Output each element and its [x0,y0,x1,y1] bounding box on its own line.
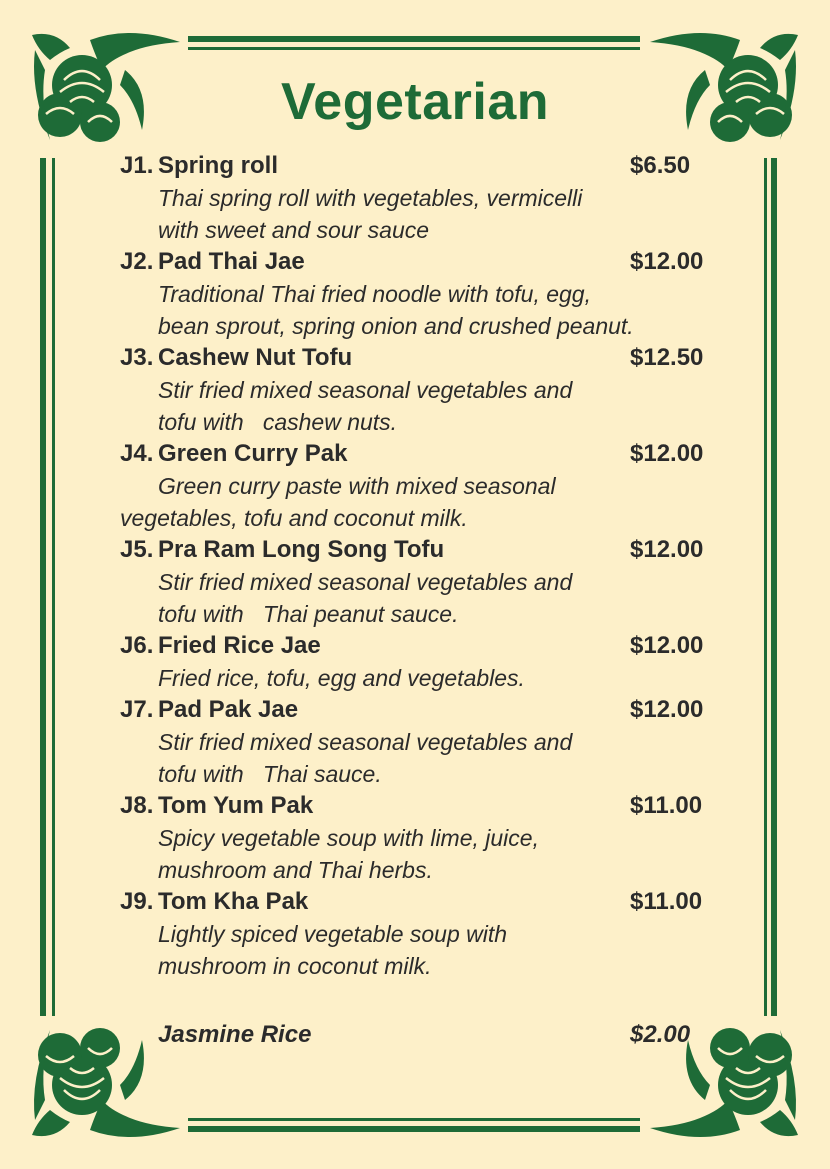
item-description: Stir fried mixed seasonal vegetables and [158,377,573,403]
right-border-line [771,158,777,1016]
item-price: $12.00 [630,440,704,467]
item-description: Fried rice, tofu, egg and vegetables. [158,665,525,691]
item-description: vegetables, tofu and coconut milk. [120,505,468,531]
item-price: $12.00 [630,696,704,723]
item-description: Thai spring roll with vegetables, vermicelli [158,185,583,211]
left-border-line-inner [52,158,55,1016]
item-name: Pad Pak Jae [158,696,299,723]
menu-item [120,150,720,246]
item-description: Stir fried mixed seasonal vegetables and [158,569,573,595]
item-code: J9. [120,888,154,915]
item-price: $12.50 [630,344,704,371]
item-name: Pad Thai Jae [158,248,305,275]
bottom-border-line [188,1126,640,1132]
item-description: tofu with cashew nuts. [158,409,398,435]
item-price: $12.00 [630,536,704,563]
item-price: $12.00 [630,248,704,275]
extra-item-name: Jasmine Rice [158,1021,312,1048]
item-price: $6.50 [630,152,691,179]
left-border-line [40,158,46,1016]
item-description: Green curry paste with mixed seasonal [158,473,556,499]
extra-item-price: $2.00 [630,1021,691,1048]
menu-item [120,790,720,886]
item-code: J2. [120,248,154,275]
menu-item [120,246,720,342]
menu-item [120,630,720,694]
item-description: tofu with Thai peanut sauce. [158,601,459,627]
item-description: Traditional Thai fried noodle with tofu, egg, [158,281,591,307]
menu-item [120,886,720,982]
item-price: $11.00 [630,888,703,915]
item-description: Spicy vegetable soup with lime, juice, [158,825,539,851]
extra-item [158,1018,718,1052]
menu-list [120,150,720,982]
item-price: $12.00 [630,632,704,659]
item-price: $11.00 [630,792,703,819]
page-title: Vegetarian [280,73,550,131]
item-code: J7. [120,696,154,723]
item-code: J1. [120,152,154,179]
item-name: Fried Rice Jae [158,632,321,659]
item-description: tofu with Thai sauce. [158,761,382,787]
item-code: J5. [120,536,154,563]
item-description: mushroom and Thai herbs. [158,857,433,883]
top-border-line [188,36,640,42]
right-border-line-inner [764,158,767,1016]
bottom-border-line-inner [188,1118,640,1121]
item-name: Spring roll [158,152,278,179]
menu-item [120,534,720,630]
menu-item [120,342,720,438]
item-code: J6. [120,632,154,659]
item-description: mushroom in coconut milk. [158,953,432,979]
item-description: with sweet and sour sauce [158,217,430,243]
item-code: J3. [120,344,154,371]
item-name: Green Curry Pak [158,440,348,467]
item-name: Tom Kha Pak [158,888,309,915]
item-code: J4. [120,440,154,467]
menu-item [120,694,720,790]
menu-item [120,438,720,534]
item-description: bean sprout, spring onion and crushed peanut. [158,313,634,339]
item-description: Lightly spiced vegetable soup with [158,921,508,947]
item-name: Cashew Nut Tofu [158,344,353,371]
item-name: Pra Ram Long Song Tofu [158,536,445,563]
item-code: J8. [120,792,154,819]
item-description: Stir fried mixed seasonal vegetables and [158,729,573,755]
top-border-line-inner [188,47,640,50]
item-name: Tom Yum Pak [158,792,314,819]
